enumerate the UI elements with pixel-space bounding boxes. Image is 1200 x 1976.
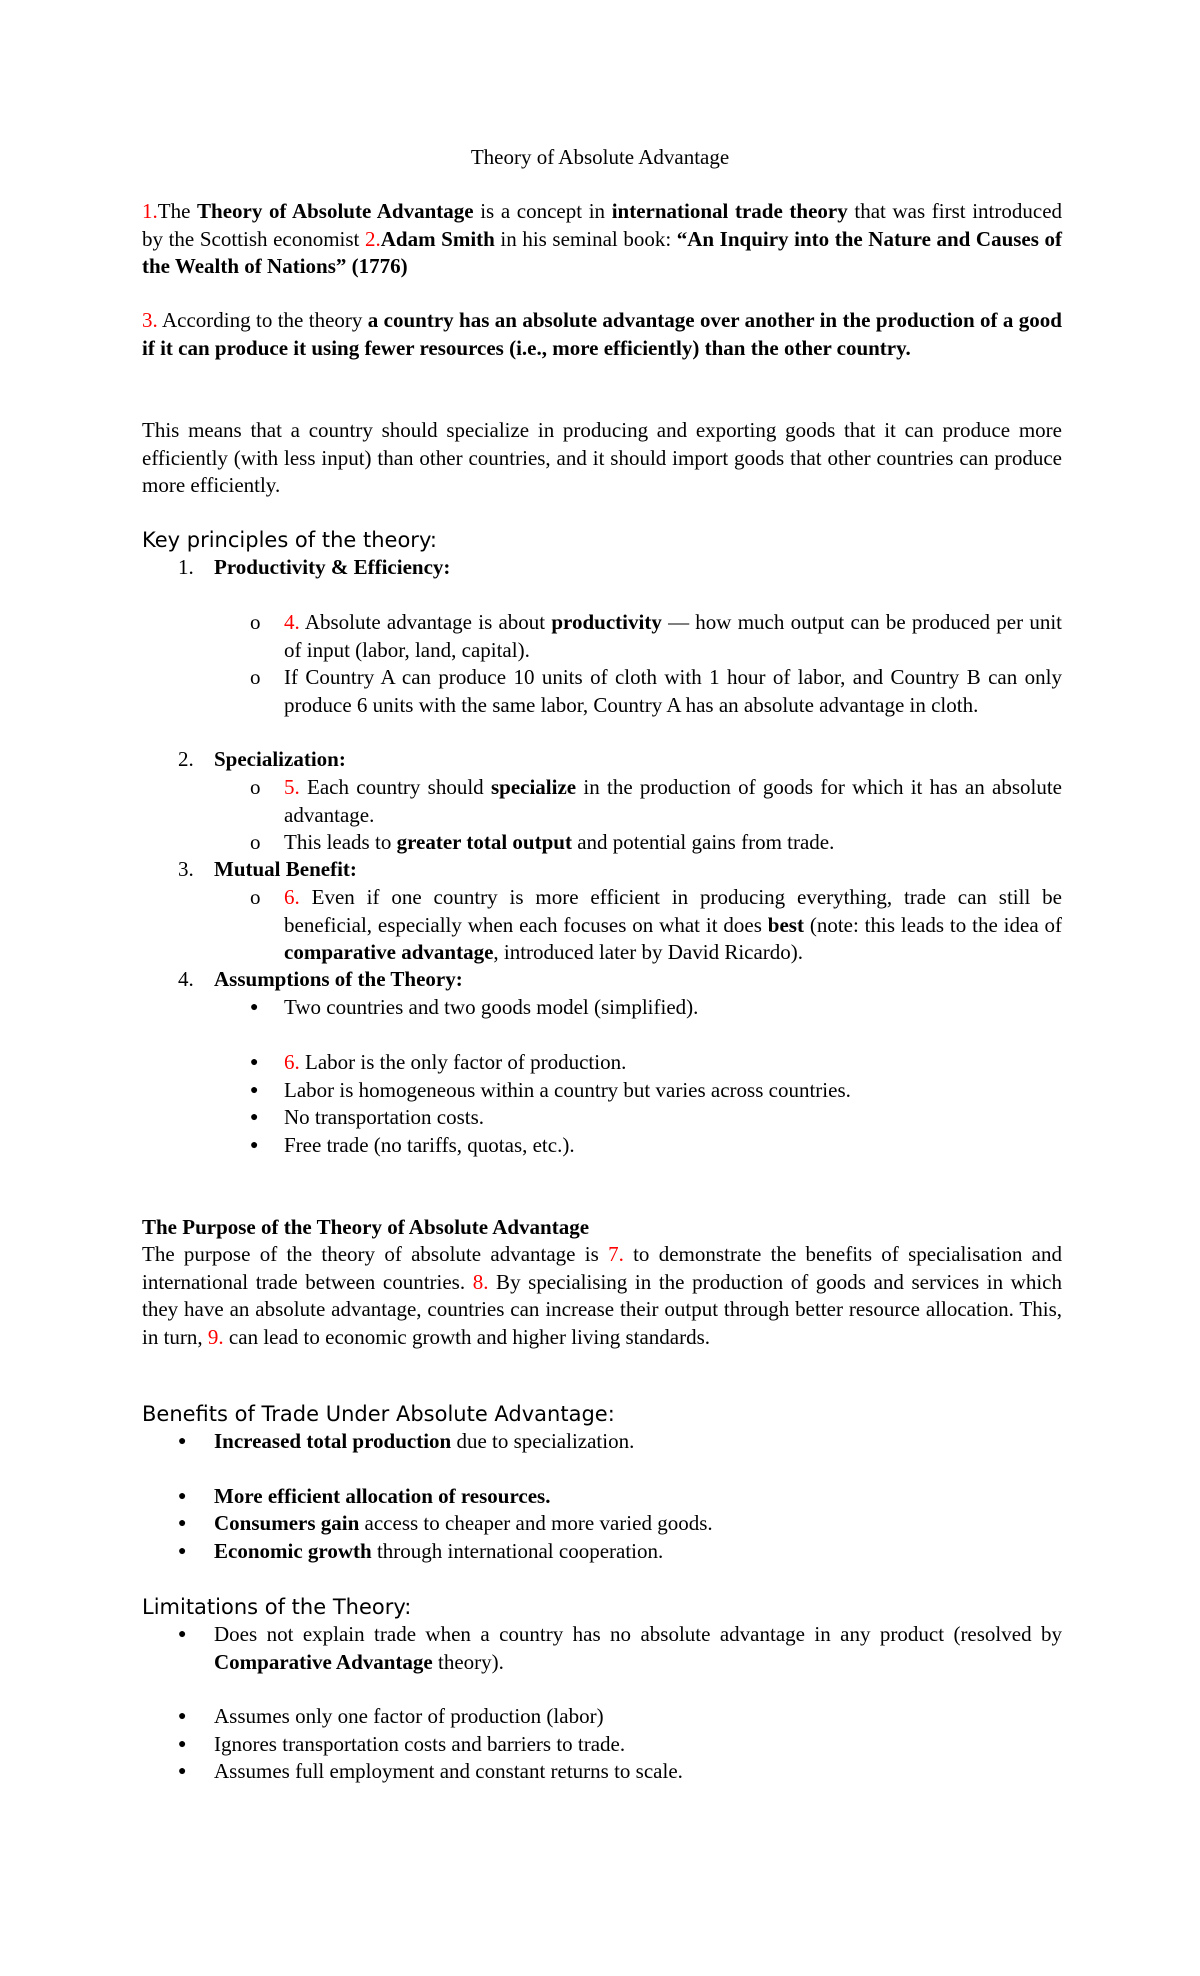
means-paragraph: This means that a country should specialize in producing and exporting goods that it can produce more efficiently (with less input) than other countries, and it should import goods that other countries can produce more efficiently. — [142, 418, 1062, 497]
bullet-dot: ● — [250, 1055, 259, 1070]
limitation-2: Assumes only one factor of production (labor) — [214, 1704, 604, 1728]
bullet-dot: ● — [178, 1434, 187, 1449]
bullet-dot: ● — [178, 1489, 187, 1504]
sub-bullet: o — [250, 665, 261, 689]
benefit-2: More efficient allocation of resources. — [214, 1484, 551, 1508]
limitation-3: Ignores transportation costs and barriers to trade. — [214, 1732, 626, 1756]
assumption-3: Labor is homogeneous within a country but varies across countries. — [284, 1078, 851, 1102]
benefit-3: Consumers gain access to cheaper and more varied goods. — [214, 1511, 713, 1535]
limitation-4: Assumes full employment and constant returns to scale. — [214, 1759, 683, 1783]
marker-1: 1. — [142, 199, 158, 223]
sub-bullet: o — [250, 885, 261, 909]
assumption-5: Free trade (no tariffs, quotas, etc.). — [284, 1133, 575, 1157]
principle-4-label: Assumptions of the Theory: — [214, 967, 463, 991]
marker-6: 6. — [284, 885, 300, 909]
marker-9: 9. — [207, 1324, 224, 1349]
sub-bullet: o — [250, 830, 261, 854]
marker-2: 2. — [364, 226, 381, 251]
principle-1-point-a: 4. Absolute advantage is about productivity — how much output can be produced per unit of input (labor, land, capital). — [284, 610, 1063, 662]
marker-3: 3. — [142, 308, 158, 332]
principle-3-point-a: 6. Even if one country is more efficient in producing everything, trade can still be beneficial, especially when each focuses on what it does best (note: this leads to the idea of comparative advantage, introduced later by David Ricardo). — [284, 885, 1063, 964]
marker-8: 8. — [472, 1269, 489, 1294]
principle-3-number: 3. — [178, 857, 194, 881]
principle-2-label: Specialization: — [214, 747, 346, 771]
marker-6b: 6. — [284, 1050, 300, 1074]
bullet-dot: ● — [250, 1138, 259, 1153]
benefit-4: Economic growth through international cooperation. — [214, 1539, 664, 1563]
assumption-1: Two countries and two goods model (simplified). — [284, 995, 699, 1019]
purpose-paragraph: The purpose of the theory of absolute advantage is 7. to demonstrate the benefits of specialisation and international trade between countries. 8. By specialising in the production of goods and services in which they have an absolute advantage, countries can increase their output through better resource allocation. This, in turn, 9. can lead to economic growth and higher living standards. — [142, 1242, 1062, 1349]
marker-7: 7. — [608, 1242, 624, 1266]
principle-2-number: 2. — [178, 747, 194, 771]
document-title: Theory of Absolute Advantage — [470, 145, 730, 169]
sub-bullet: o — [250, 610, 261, 634]
bullet-dot: ● — [178, 1709, 187, 1724]
bullet-dot: ● — [178, 1737, 187, 1752]
principle-1-point-b: If Country A can produce 10 units of cloth with 1 hour of labor, and Country B can only produce 6 units with the same labor, Country A has an absolute advantage in cloth. — [284, 665, 1062, 717]
principle-2-point-b: This leads to greater total output and potential gains from trade. — [284, 830, 835, 854]
bullet-dot: ● — [250, 1083, 259, 1098]
key-principles-heading: Key principles of the theory: — [142, 528, 437, 552]
marker-4: 4. — [284, 610, 300, 634]
principle-1-label: Productivity & Efficiency: — [214, 555, 451, 579]
definition-paragraph: 3. According to the theory a country has an absolute advantage over another in the production of a good if it can produce it using fewer resources (i.e., more efficiently) than the other country. — [142, 308, 1062, 360]
purpose-heading: The Purpose of the Theory of Absolute Advantage — [142, 1215, 590, 1239]
principle-3-label: Mutual Benefit: — [214, 857, 357, 881]
benefits-heading: Benefits of Trade Under Absolute Advantage: — [142, 1402, 615, 1426]
bullet-dot: ● — [178, 1544, 187, 1559]
benefit-1: Increased total production due to specialization. — [214, 1429, 635, 1453]
bullet-dot: ● — [250, 1000, 259, 1015]
limitations-heading: Limitations of the Theory: — [142, 1595, 412, 1619]
bullet-dot: ● — [178, 1627, 187, 1642]
limitation-1: Does not explain trade when a country has no absolute advantage in any product (resolved by Comparative Advantage theory). — [214, 1622, 1062, 1674]
bullet-dot: ● — [178, 1764, 187, 1779]
principle-2-point-a: 5. Each country should specialize in the production of goods for which it has an absolute advantage. — [284, 775, 1062, 827]
intro-paragraph: 1.The Theory of Absolute Advantage is a concept in international trade theory that was first introduced by the Scottish economist 2.Adam Smith in his seminal book: “An Inquiry into the Nature and Causes of the Wealth of Nations” (1776) — [142, 199, 1063, 278]
sub-bullet: o — [250, 775, 261, 799]
principle-4-number: 4. — [178, 967, 194, 991]
bullet-dot: ● — [178, 1516, 187, 1531]
principle-1-number: 1. — [178, 555, 194, 579]
bullet-dot: ● — [250, 1110, 259, 1125]
marker-5: 5. — [284, 775, 300, 799]
assumption-2: 6. Labor is the only factor of production. — [284, 1050, 627, 1074]
assumption-4: No transportation costs. — [284, 1105, 485, 1129]
